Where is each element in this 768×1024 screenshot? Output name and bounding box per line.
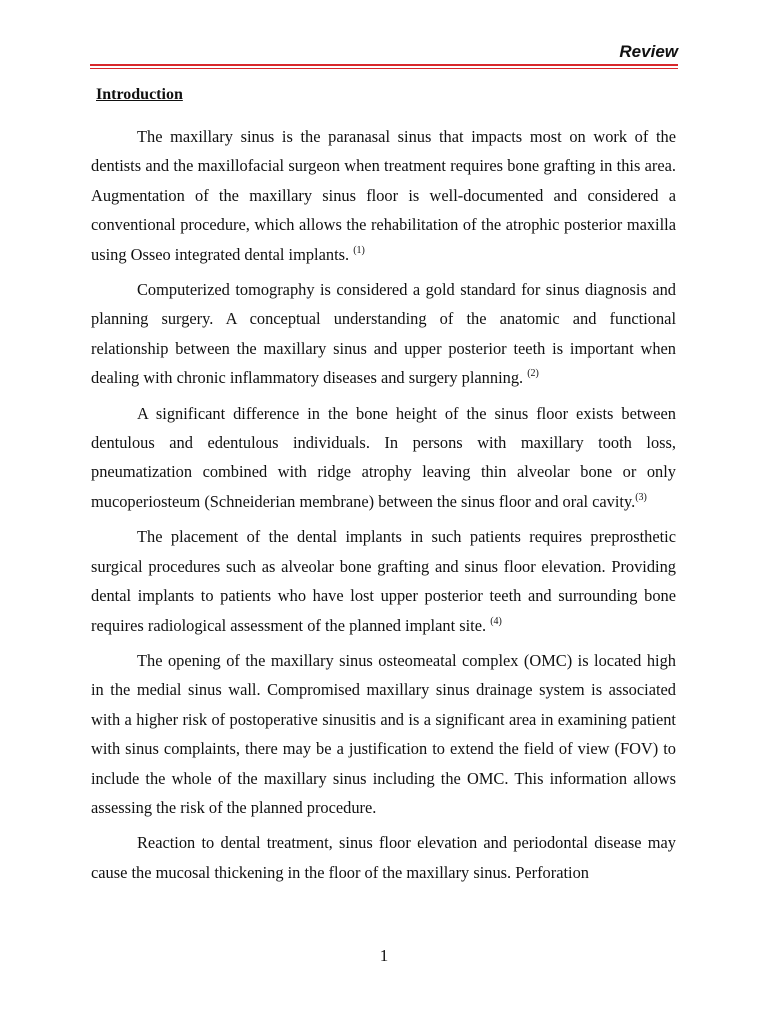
citation-ref: (1) bbox=[353, 244, 365, 256]
paragraph bbox=[91, 828, 676, 887]
header-rule-thin bbox=[90, 68, 678, 69]
paragraph-text: The maxillary sinus is the paranasal sinus that impacts most on work of the dentists and the maxillofacial surgeon when treatment requires bone grafting in this area. Augmentation of the maxillary sinus floor is well-documented and considered a conventional procedure, which allows the rehabilitation of the atrophic posterior maxilla using Osseo integrated dental implants. bbox=[91, 127, 676, 264]
running-header-label: Review bbox=[619, 42, 678, 61]
paragraph-text: The opening of the maxillary sinus osteomeatal complex (OMC) is located high in the medial sinus wall. Compromised maxillary sinus drainage system is associated with a higher risk of postoperative sinusitis and is a significant area in examining patient with sinus complaints, there may be a justification to extend the field of view (FOV) to include the whole of the maxillary sinus including the OMC. This information allows assessing the risk of the planned procedure. bbox=[91, 650, 676, 817]
paragraph bbox=[91, 399, 676, 517]
citation-ref: (3) bbox=[635, 491, 647, 503]
citation-ref: (2) bbox=[527, 368, 539, 380]
header-rule bbox=[90, 64, 678, 66]
citation-ref: (4) bbox=[490, 615, 502, 627]
paragraph bbox=[91, 646, 676, 822]
paragraph-text: The placement of the dental implants in such patients requires preprosthetic surgical procedures such as alveolar bone grafting and sinus floor elevation. Providing dental implants to patients who have lost upper posterior teeth and surrounding bone requires radiological assessment of the planned implant site. bbox=[91, 527, 676, 635]
paragraph bbox=[91, 275, 676, 393]
paragraph-text: Computerized tomography is considered a gold standard for sinus diagnosis and planning surgery. A conceptual understanding of the anatomic and functional relationship between the maxillary sinus and upper posterior teeth is important when dealing with chronic inflammatory diseases and surgery planning. bbox=[91, 280, 676, 388]
paragraph-text: Reaction to dental treatment, sinus floor elevation and periodontal disease may cause the mucosal thickening in the floor of the maxillary sinus. Perforation bbox=[91, 833, 676, 882]
page-number: 1 bbox=[379, 946, 389, 965]
body-text bbox=[91, 122, 676, 893]
paragraph-text: A significant difference in the bone height of the sinus floor exists between dentulous and edentulous individuals. In persons with maxillary tooth loss, pneumatization combined with ridge atrophy leaving thin alveolar bone or only mucoperiosteum (Schneiderian membrane) between the sinus floor and oral cavity. bbox=[91, 403, 676, 511]
paragraph bbox=[91, 122, 676, 269]
paragraph bbox=[91, 522, 676, 640]
section-heading: Introduction bbox=[96, 86, 183, 103]
